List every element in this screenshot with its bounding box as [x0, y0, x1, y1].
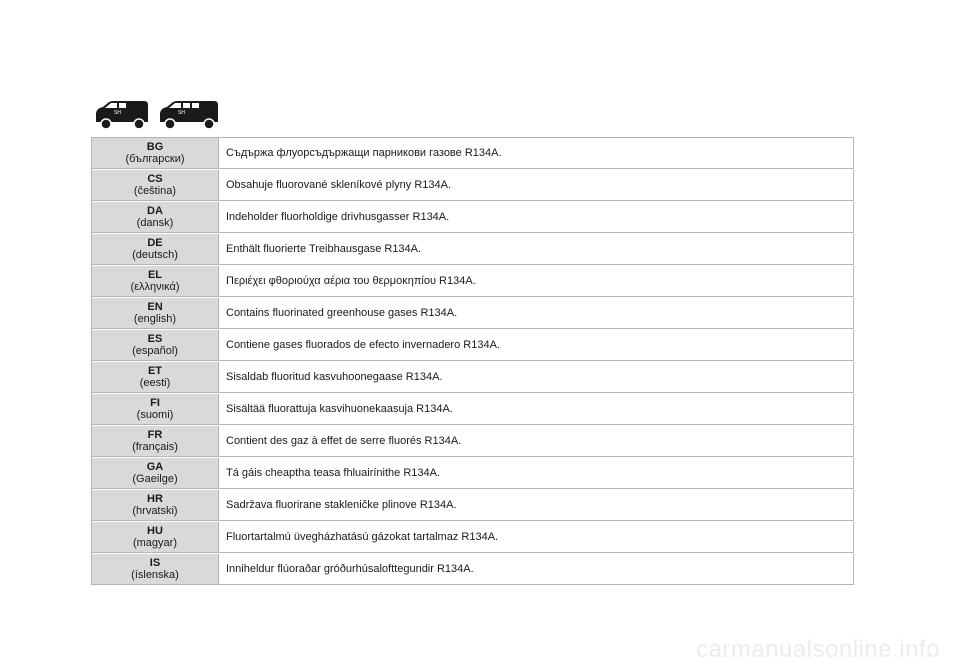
- table-row: [92, 138, 854, 169]
- language-code: HR: [147, 493, 163, 505]
- statement-text: Indeholder fluorholdige drivhusgasser R134A.: [219, 202, 854, 233]
- table-row: [92, 202, 854, 233]
- language-cell: [92, 298, 219, 329]
- language-cell: [92, 330, 219, 361]
- table-row: [92, 330, 854, 361]
- language-name: (español): [132, 345, 178, 357]
- svg-text:SH: SH: [178, 110, 185, 116]
- language-code: CS: [147, 173, 163, 185]
- language-code: HU: [147, 525, 163, 537]
- language-code: ET: [147, 365, 163, 377]
- language-name: (eesti): [139, 377, 171, 389]
- language-code: BG: [146, 141, 164, 153]
- language-cell: [92, 138, 219, 169]
- language-name: (čeština): [133, 185, 177, 197]
- watermark: carmanualsonline.info: [696, 636, 940, 663]
- language-code: DA: [147, 205, 163, 217]
- language-cell: [92, 554, 219, 585]
- table-row: [92, 362, 854, 393]
- statement-text: Inniheldur flúoraðar gróðurhúsalofttegundir R134A.: [219, 554, 854, 585]
- table-row: [92, 490, 854, 521]
- statement-text: Sisältää fluorattuja kasvihuonekaasuja R134A.: [219, 394, 854, 425]
- language-cell: [92, 490, 219, 521]
- language-cell: [92, 458, 219, 489]
- statement-text: Sadržava fluorirane stakleničke plinove R134A.: [219, 490, 854, 521]
- language-table: [91, 137, 854, 585]
- table-row: [92, 426, 854, 457]
- statement-text: Sisaldab fluoritud kasvuhoonegaase R134A.: [219, 362, 854, 393]
- language-cell: [92, 522, 219, 553]
- language-name: (български): [125, 153, 185, 165]
- language-code: GA: [146, 461, 164, 473]
- language-code: FI: [150, 397, 160, 409]
- table-row: [92, 170, 854, 201]
- language-name: (français): [132, 441, 178, 453]
- language-name: (íslenska): [131, 569, 179, 581]
- table-row: [92, 266, 854, 297]
- language-name: (dansk): [136, 217, 174, 229]
- language-name: (ελληνικά): [130, 281, 180, 293]
- language-name: (magyar): [132, 537, 177, 549]
- statement-text: Contiene gases fluorados de efecto invernadero R134A.: [219, 330, 854, 361]
- van-short-icon: [94, 100, 150, 130]
- language-name: (hrvatski): [132, 505, 178, 517]
- language-cell: [92, 362, 219, 393]
- language-code: FR: [147, 429, 163, 441]
- language-code: EL: [147, 269, 163, 281]
- language-cell: [92, 426, 219, 457]
- statement-text: Contient des gaz à effet de serre fluorés R134A.: [219, 426, 854, 457]
- language-name: (english): [133, 313, 177, 325]
- statement-text: Enthält fluorierte Treibhausgase R134A.: [219, 234, 854, 265]
- language-cell: [92, 170, 219, 201]
- statement-text: Fluortartalmú üvegházhatású gázokat tartalmaz R134A.: [219, 522, 854, 553]
- statement-text: Tá gáis cheaptha teasa fhluairínithe R134A.: [219, 458, 854, 489]
- vehicle-icons: [94, 100, 224, 132]
- language-cell: [92, 202, 219, 233]
- table-row: [92, 458, 854, 489]
- statement-text: Obsahuje fluorované skleníkové plyny R134A.: [219, 170, 854, 201]
- language-cell: [92, 266, 219, 297]
- language-cell: [92, 234, 219, 265]
- table-row: [92, 234, 854, 265]
- language-name: (deutsch): [132, 249, 178, 261]
- statement-text: Περιέχει φθοριούχα αέρια του θερμοκηπίου R134A.: [219, 266, 854, 297]
- language-code: EN: [147, 301, 163, 313]
- table-row: [92, 298, 854, 329]
- statement-text: Съдържа флуорсъдържащи парникови газове R134A.: [219, 138, 854, 169]
- svg-text:SH: SH: [114, 110, 121, 116]
- language-code: IS: [149, 557, 161, 569]
- statement-text: Contains fluorinated greenhouse gases R134A.: [219, 298, 854, 329]
- table-row: [92, 394, 854, 425]
- table-row: [92, 522, 854, 553]
- van-long-icon: [158, 100, 220, 130]
- language-code: DE: [147, 237, 163, 249]
- language-code: ES: [147, 333, 163, 345]
- language-name: (Gaeilge): [132, 473, 178, 485]
- table-row: [92, 554, 854, 585]
- language-name: (suomi): [136, 409, 174, 421]
- language-cell: [92, 394, 219, 425]
